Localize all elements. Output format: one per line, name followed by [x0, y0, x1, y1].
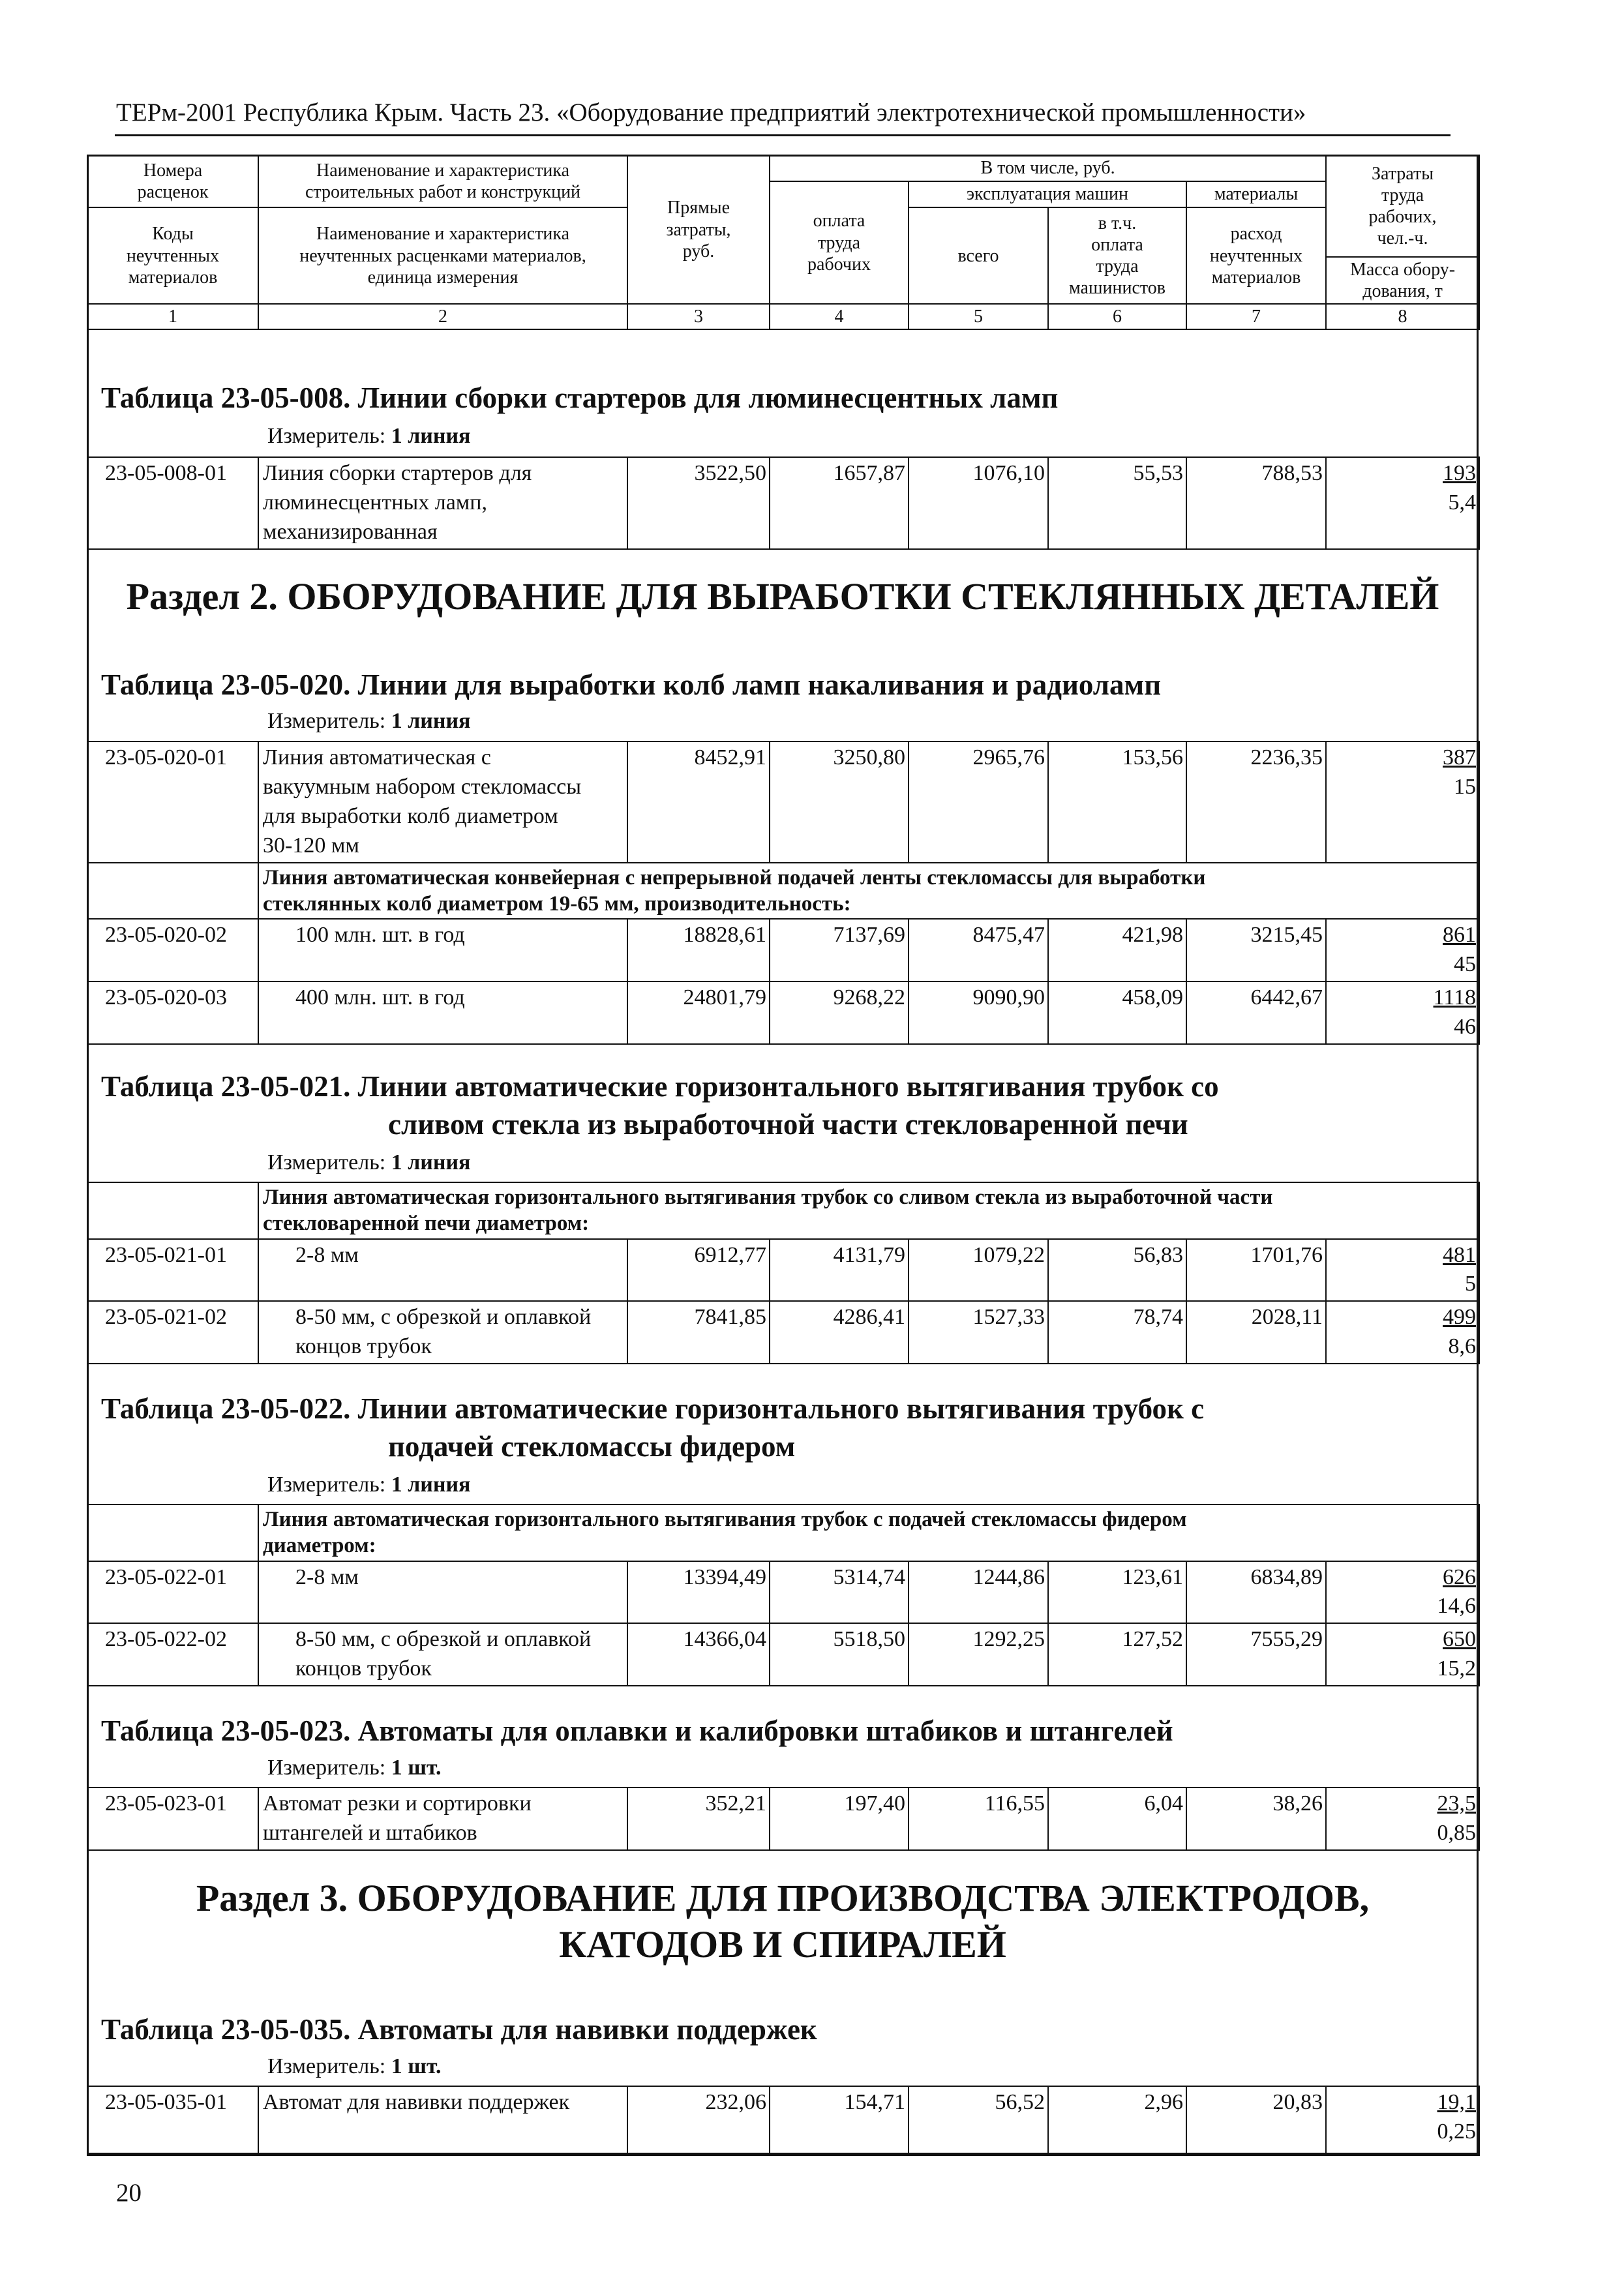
- equipment-mass: 5,4: [1448, 490, 1476, 515]
- machines-total: 1527,33: [909, 1301, 1048, 1364]
- table-row: [87, 981, 1479, 1044]
- table-row: [87, 1623, 1479, 1686]
- worker-wage: 5314,74: [770, 1561, 909, 1624]
- rate-name: Автомат резки и сортировки штангелей и штабиков: [258, 1788, 627, 1850]
- direct-costs: 352,21: [627, 1788, 770, 1850]
- measure-unit: [267, 709, 470, 734]
- table-row: [87, 1788, 1479, 1850]
- labor-hours: 626: [1443, 1564, 1477, 1589]
- labor-and-mass: [1326, 457, 1479, 549]
- column-header-table: [87, 155, 1480, 330]
- machines-total: 116,55: [909, 1788, 1048, 1850]
- worker-wage: 197,40: [770, 1788, 909, 1850]
- labor-hours: 861: [1443, 923, 1476, 947]
- operator-wage: 56,83: [1048, 1239, 1186, 1302]
- direct-costs: 3522,50: [627, 457, 770, 549]
- worker-wage: 7137,69: [770, 919, 909, 981]
- machines-total: 1292,25: [909, 1623, 1048, 1686]
- measure-value: 1 линия: [391, 1473, 471, 1497]
- materials-cost: 788,53: [1186, 457, 1326, 549]
- group-header-row: [87, 1504, 1479, 1561]
- machines-total: 1244,86: [909, 1561, 1048, 1624]
- worker-wage: 1657,87: [770, 457, 909, 549]
- header-col-number: 8: [1326, 304, 1479, 329]
- measure-unit: [267, 1473, 470, 1497]
- labor-hours: 23,5: [1437, 1791, 1476, 1816]
- operator-wage: 153,56: [1048, 741, 1186, 863]
- section-title: Раздел 3. ОБОРУДОВАНИЕ ДЛЯ ПРОИЗВОДСТВА ЭЛЕКТРОДОВ, КАТОДОВ И СПИРАЛЕЙ: [196, 1877, 1370, 1966]
- table-title: Таблица 23-05-035. Автоматы для навивки поддержек: [101, 2013, 817, 2046]
- table-title-line: подачей стекломассы фидером: [388, 1429, 796, 1463]
- header-col-number: 7: [1186, 304, 1326, 329]
- labor-and-mass: [1326, 1623, 1479, 1686]
- materials-cost: 2028,11: [1186, 1301, 1326, 1364]
- rate-code: 23-05-022-01: [87, 1561, 258, 1624]
- group-code-cell: [87, 863, 258, 920]
- labor-and-mass: [1326, 1301, 1479, 1364]
- table-title: Таблица 23-05-023. Автоматы для оплавки и калибровки штабиков и штангелей: [101, 1714, 1173, 1747]
- direct-costs: 14366,04: [627, 1623, 770, 1686]
- labor-and-mass: [1326, 2086, 1479, 2155]
- header-labor-costs: Затраты труда рабочих, чел.-ч.: [1326, 155, 1479, 257]
- rate-name: Линия сборки стартеров для люминесцентных ламп, механизированная: [258, 457, 627, 549]
- equipment-mass: 14,6: [1437, 1594, 1477, 1619]
- header-rule: [115, 134, 1451, 136]
- direct-costs: 8452,91: [627, 741, 770, 863]
- labor-and-mass: [1326, 981, 1479, 1044]
- operator-wage: 6,04: [1048, 1788, 1186, 1850]
- measure-unit: [267, 1756, 442, 1780]
- materials-cost: 6442,67: [1186, 981, 1326, 1044]
- table-row: [87, 741, 1479, 863]
- table-title-line: сливом стекла из выработочной части стекловаренной печи: [388, 1107, 1188, 1141]
- measure-label: Измеритель:: [267, 1473, 386, 1497]
- materials-cost: 2236,35: [1186, 741, 1326, 863]
- measure-label: Измеритель:: [267, 1756, 386, 1780]
- direct-costs: 24801,79: [627, 981, 770, 1044]
- header-machine-operation: эксплуатация машин: [909, 181, 1186, 207]
- table-title: [101, 1068, 1219, 1143]
- materials-cost: 7555,29: [1186, 1623, 1326, 1686]
- direct-costs: 7841,85: [627, 1301, 770, 1364]
- direct-costs: 18828,61: [627, 919, 770, 981]
- header-materials: материалы: [1186, 181, 1326, 207]
- group-code-cell: [87, 1504, 258, 1561]
- header-equipment-mass: Масса обору- дования, т: [1326, 257, 1479, 304]
- machines-total: 56,52: [909, 2086, 1048, 2155]
- header-including: В том числе, руб.: [770, 155, 1326, 181]
- worker-wage: 3250,80: [770, 741, 909, 863]
- table-title: Таблица 23-05-008. Линии сборки стартеров для люминесцентных ламп: [101, 382, 1059, 414]
- group-description: Линия автоматическая горизонтального вытягивания трубок с подачей стекломассы фидером диаметром:: [258, 1504, 1479, 1561]
- machines-total: 2965,76: [909, 741, 1048, 863]
- rate-name: 2-8 мм: [258, 1561, 627, 1624]
- machines-total: 8475,47: [909, 919, 1048, 981]
- rate-name: 100 млн. шт. в год: [258, 919, 627, 981]
- machines-total: 1079,22: [909, 1239, 1048, 1302]
- rate-code: 23-05-022-02: [87, 1623, 258, 1686]
- worker-wage: 4286,41: [770, 1301, 909, 1364]
- rates-table: [87, 741, 1480, 1045]
- measure-label: Измеритель:: [267, 424, 386, 448]
- worker-wage: 4131,79: [770, 1239, 909, 1302]
- equipment-mass: 8,6: [1448, 1334, 1477, 1359]
- measure-unit: [267, 1150, 470, 1175]
- materials-cost: 38,26: [1186, 1788, 1326, 1850]
- group-header-row: [87, 1182, 1479, 1239]
- group-description: Линия автоматическая горизонтального вытягивания трубок со сливом стекла из выработочной части стекловаренной печи диаметром:: [258, 1182, 1479, 1239]
- table-row: [87, 457, 1479, 549]
- machines-total: 1076,10: [909, 457, 1048, 549]
- worker-wage: 9268,22: [770, 981, 909, 1044]
- measure-unit: [267, 424, 470, 449]
- group-code-cell: [87, 1182, 258, 1239]
- machines-total: 9090,90: [909, 981, 1048, 1044]
- rate-code: 23-05-020-02: [87, 919, 258, 981]
- header-worker-wage: оплата труда рабочих: [770, 181, 909, 304]
- rate-code: 23-05-035-01: [87, 2086, 258, 2155]
- materials-cost: 6834,89: [1186, 1561, 1326, 1624]
- labor-hours: 19,1: [1437, 2090, 1476, 2114]
- table-title-line: Таблица 23-05-021. Линии автоматические горизонтального вытягивания трубок со: [101, 1070, 1219, 1103]
- rate-code: 23-05-020-01: [87, 741, 258, 863]
- header-machines-total: всего: [909, 207, 1048, 304]
- header-material-names: Наименование и характеристика неучтенных расценками материалов, единица измерения: [258, 207, 627, 304]
- materials-cost: 20,83: [1186, 2086, 1326, 2155]
- equipment-mass: 5: [1465, 1272, 1477, 1296]
- section-title: Раздел 2. ОБОРУДОВАНИЕ ДЛЯ ВЫРАБОТКИ СТЕКЛЯННЫХ ДЕТАЛЕЙ: [126, 575, 1439, 618]
- header-work-name: Наименование и характеристика строительных работ и конструкций: [258, 155, 627, 207]
- header-col-number: 4: [770, 304, 909, 329]
- labor-hours: 1118: [1433, 985, 1476, 1010]
- measure-value: 1 шт.: [391, 1756, 442, 1780]
- header-col-number: 5: [909, 304, 1048, 329]
- rate-code: 23-05-021-01: [87, 1239, 258, 1302]
- operator-wage: 127,52: [1048, 1623, 1186, 1686]
- header-operator-wage: в т.ч. оплата труда машинистов: [1048, 207, 1186, 304]
- page-number: 20: [116, 2179, 142, 2207]
- table-row: [87, 2086, 1479, 2155]
- labor-hours: 193: [1443, 461, 1476, 485]
- direct-costs: 13394,49: [627, 1561, 770, 1624]
- rate-code: 23-05-020-03: [87, 981, 258, 1044]
- direct-costs: 232,06: [627, 2086, 770, 2155]
- operator-wage: 421,98: [1048, 919, 1186, 981]
- labor-and-mass: [1326, 919, 1479, 981]
- rate-name: Линия автоматическая с вакуумным набором стекломассы для выработки колб диаметром 30-120 мм: [258, 741, 627, 863]
- rates-table: [87, 1504, 1480, 1686]
- rate-code: 23-05-021-02: [87, 1301, 258, 1364]
- direct-costs: 6912,77: [627, 1239, 770, 1302]
- measure-label: Измеритель:: [267, 709, 386, 733]
- rate-name: 8-50 мм, с обрезкой и оплавкой концов трубок: [258, 1301, 627, 1364]
- header-col-number: 2: [258, 304, 627, 329]
- header-rate-numbers: Номера расценок: [87, 155, 258, 207]
- labor-hours: 387: [1443, 745, 1476, 770]
- table-title-line: Таблица 23-05-022. Линии автоматические горизонтального вытягивания трубок с: [101, 1392, 1205, 1425]
- rates-table: [87, 456, 1480, 550]
- rate-name: 2-8 мм: [258, 1239, 627, 1302]
- table-title: [101, 1390, 1204, 1465]
- measure-label: Измеритель:: [267, 1150, 386, 1174]
- measure-unit: [267, 2054, 442, 2079]
- operator-wage: 2,96: [1048, 2086, 1186, 2155]
- equipment-mass: 0,85: [1437, 1820, 1476, 1845]
- table-row: [87, 919, 1479, 981]
- header-direct-costs: Прямые затраты, руб.: [627, 155, 770, 304]
- table-row: [87, 1561, 1479, 1624]
- labor-and-mass: [1326, 741, 1479, 863]
- equipment-mass: 46: [1454, 1014, 1476, 1039]
- header-col-number: 3: [627, 304, 770, 329]
- header-material-codes: Коды неучтенных материалов: [87, 207, 258, 304]
- labor-and-mass: [1326, 1788, 1479, 1850]
- header-material-usage: расход неучтенных материалов: [1186, 207, 1326, 304]
- header-col-number: 1: [87, 304, 258, 329]
- labor-hours: 499: [1443, 1305, 1477, 1330]
- worker-wage: 154,71: [770, 2086, 909, 2155]
- labor-and-mass: [1326, 1561, 1479, 1624]
- operator-wage: 55,53: [1048, 457, 1186, 549]
- group-description: Линия автоматическая конвейерная с непрерывной подачей ленты стекломассы для выработки стеклянных колб диаметром 19-65 мм, производительность:: [258, 863, 1479, 920]
- rate-code: 23-05-008-01: [87, 457, 258, 549]
- labor-hours: 650: [1443, 1627, 1477, 1652]
- operator-wage: 78,74: [1048, 1301, 1186, 1364]
- rate-name: Автомат для навивки поддержек: [258, 2086, 627, 2155]
- worker-wage: 5518,50: [770, 1623, 909, 1686]
- measure-value: 1 линия: [391, 1150, 471, 1174]
- equipment-mass: 0,25: [1437, 2119, 1476, 2144]
- rate-name: 400 млн. шт. в год: [258, 981, 627, 1044]
- operator-wage: 123,61: [1048, 1561, 1186, 1624]
- equipment-mass: 15: [1454, 774, 1476, 799]
- operator-wage: 458,09: [1048, 981, 1186, 1044]
- measure-value: 1 линия: [391, 709, 471, 733]
- table-row: [87, 1301, 1479, 1364]
- rates-table: [87, 1787, 1480, 1851]
- materials-cost: 1701,76: [1186, 1239, 1326, 1302]
- labor-and-mass: [1326, 1239, 1479, 1302]
- measure-label: Измеритель:: [267, 2054, 386, 2078]
- running-head: ТЕРм-2001 Республика Крым. Часть 23. «Оборудование предприятий электротехнической промышленности»: [116, 98, 1306, 127]
- header-col-number: 6: [1048, 304, 1186, 329]
- labor-hours: 481: [1443, 1242, 1477, 1267]
- rates-table: [87, 2086, 1480, 2156]
- group-header-row: [87, 863, 1479, 920]
- rate-name: 8-50 мм, с обрезкой и оплавкой концов трубок: [258, 1623, 627, 1686]
- equipment-mass: 15,2: [1437, 1656, 1477, 1681]
- table-title: Таблица 23-05-020. Линии для выработки колб ламп накаливания и радиоламп: [101, 668, 1162, 701]
- measure-value: 1 линия: [391, 424, 471, 448]
- rates-table: [87, 1182, 1480, 1364]
- table-row: [87, 1239, 1479, 1302]
- equipment-mass: 45: [1454, 951, 1476, 976]
- materials-cost: 3215,45: [1186, 919, 1326, 981]
- measure-value: 1 шт.: [391, 2054, 442, 2078]
- rate-code: 23-05-023-01: [87, 1788, 258, 1850]
